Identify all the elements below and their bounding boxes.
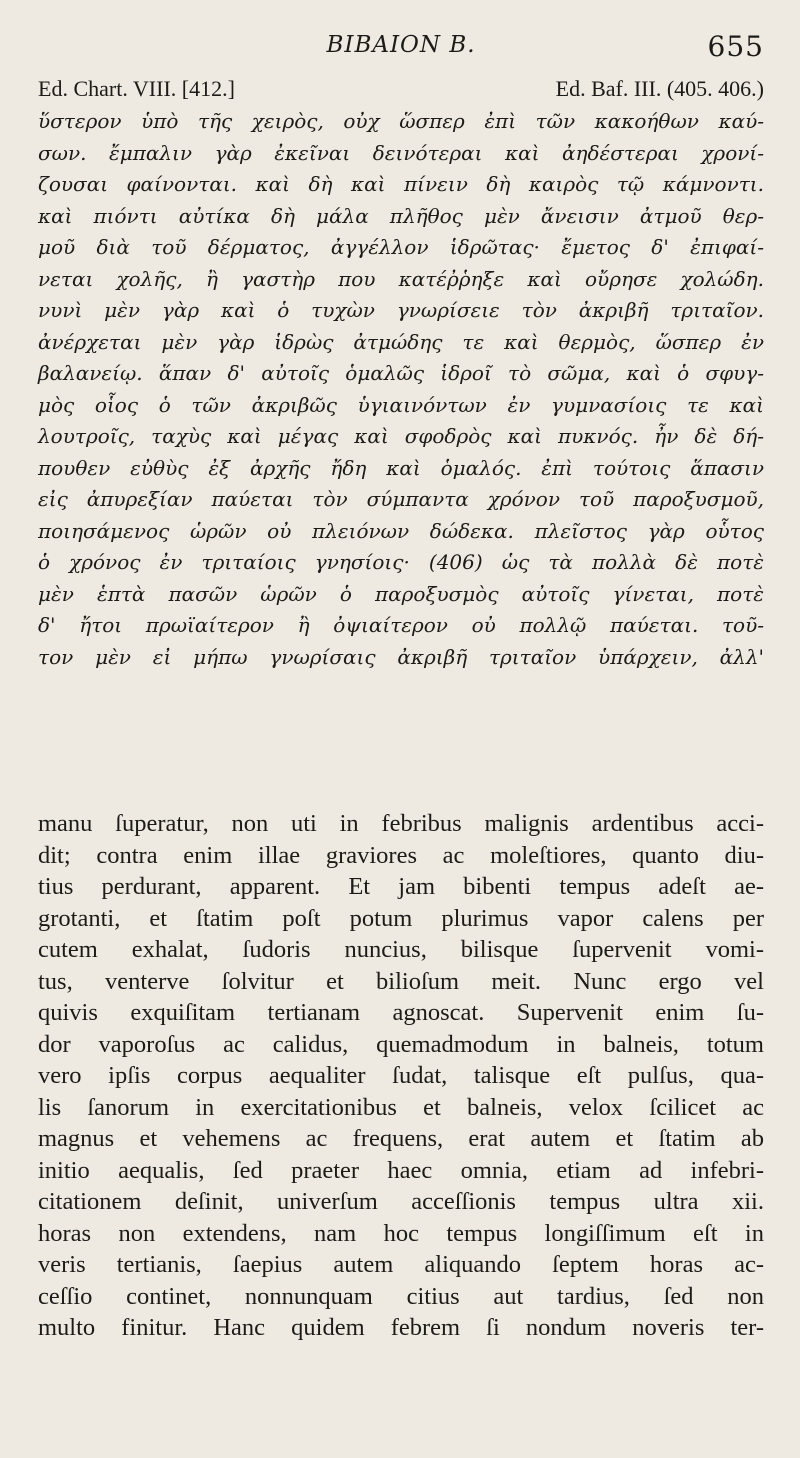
- latin-text-line: grotanti, et ſtatim poſt potum plurimus vapor calens per: [38, 904, 764, 932]
- latin-text-line: vero ipſis corpus aequaliter ſudat, talisque eſt pulſus, qua-: [38, 1062, 764, 1089]
- latin-text-line: veris tertianis, ſaepius autem aliquando ſeptem horas ac-: [38, 1251, 764, 1278]
- greek-text-line: βαλανείῳ. ἅπαν δ' αὐτοῖς ὁμαλῶς ἱδροῖ τὸ σῶμα, καὶ ὁ σφυγ-: [38, 361, 764, 385]
- edition-reference-line: [38, 76, 764, 102]
- latin-text-block: [38, 808, 764, 1344]
- latin-text-line: manu ſuperatur, non uti in febribus malignis ardentibus acci-: [38, 810, 764, 837]
- greek-text-line: μοῦ διὰ τοῦ δέρματος, ἀγγέλλον ἱδρῶτας· ἔμετος δ' ἐπιφαί-: [38, 235, 764, 259]
- greek-text-line: ποιησάμενος ὡρῶν οὐ πλειόνων δώδεκα. πλεῖστος γὰρ οὗτος: [38, 518, 764, 543]
- greek-text-line: ἀνέρχεται μὲν γὰρ ἱδρὼς ἀτμώδης τε καὶ θερμὸς, ὥσπερ ἐν: [38, 329, 764, 354]
- edition-basel-ref: Ed. Baf. III. (405. 406.): [555, 76, 764, 101]
- latin-text-line: dor vaporoſus ac calidus, quemadmodum in balneis, totum: [38, 1030, 764, 1058]
- latin-text-line: ceſſio continet, nonnunquam citius aut tardius, ſed non: [38, 1282, 764, 1310]
- greek-text-line: πουθεν εὐθὺς ἐξ ἀρχῆς ἤδη καὶ ὁμαλός. ἐπὶ τούτοις ἅπασιν: [38, 455, 764, 480]
- latin-text-line: magnus et vehemens ac frequens, erat autem et ſtatim ab: [38, 1125, 764, 1152]
- greek-text-line: νεται χολῆς, ἢ γαστὴρ που κατέῤῥηξε καὶ οὔρησε χολώδη.: [38, 266, 764, 291]
- latin-text-line: quivis exquiſitam tertianam agnoscat. Supervenit enim ſu-: [38, 999, 764, 1026]
- latin-text-line: tius perdurant, apparent. Et jam bibenti tempus adeſt ae-: [38, 873, 764, 900]
- latin-text-line: multo finitur. Hanc quidem febrem ſi nondum noveris ter-: [38, 1314, 764, 1341]
- latin-text-line: horas non extendens, nam hoc tempus longiſſimum eſt in: [38, 1219, 764, 1247]
- greek-text-line: δ' ἤτοι πρωϊαίτερον ἢ ὀψιαίτερον οὐ πολλῷ παύεται. τοῦ-: [38, 613, 764, 637]
- greek-text-line: ζουσαι φαίνονται. καὶ δὴ καὶ πίνειν δὴ καιρὸς τῷ κάμνοντι.: [38, 172, 764, 196]
- latin-text-line: dit; contra enim illae graviores ac moleſtiores, quanto diu-: [38, 841, 764, 869]
- greek-text-line: τον μὲν εἰ μήπω γνωρίσαις ἀκριβῆ τριταῖον ὑπάρχειν, ἀλλ': [38, 644, 764, 669]
- edition-chartier-ref: Ed. Chart. VIII. [412.]: [38, 76, 235, 101]
- greek-text-line: μὲν ἑπτὰ πασῶν ὡρῶν ὁ παροξυσμὸς αὐτοῖς γίνεται, ποτὲ: [38, 581, 764, 606]
- greek-text-block: [38, 106, 764, 673]
- latin-text-line: tus, venterve ſolvitur et bilioſum meit. Nunc ergo vel: [38, 967, 764, 995]
- latin-text-line: citationem deſinit, univerſum acceſſionis tempus ultra xii.: [38, 1188, 764, 1215]
- greek-text-line: νυνὶ μὲν γὰρ καὶ ὁ τυχὼν γνωρίσειε τὸν ἀκριβῆ τριταῖον.: [38, 298, 764, 322]
- greek-text-line: μὸς οἷος ὁ τῶν ἀκριβῶς ὑγιαινόντων ἐν γυμνασίοις τε καὶ: [38, 392, 764, 417]
- greek-text-line: λουτροῖς, ταχὺς καὶ μέγας καὶ σφοδρὸς καὶ πυκνός. ἦν δὲ δή-: [38, 424, 764, 448]
- running-title: BIBAION B.: [326, 32, 476, 58]
- greek-text-line: ὁ χρόνος ἐν τριταίοις γνησίοις· (406) ὡς τὰ πολλὰ δὲ ποτὲ: [38, 550, 764, 574]
- page-number: 655: [707, 30, 764, 63]
- latin-text-line: cutem exhalat, ſudoris nuncius, bilisque ſupervenit vomi-: [38, 936, 764, 963]
- page-header: [38, 30, 764, 66]
- latin-text-line: initio aequalis, ſed praeter haec omnia, etiam ad infebri-: [38, 1156, 764, 1184]
- greek-text-line: καὶ πιόντι αὐτίκα δὴ μάλα πλῆθος μὲν ἄνεισιν ἀτμοῦ θερ-: [38, 203, 764, 228]
- greek-text-line: εἰς ἀπυρεξίαν παύεται τὸν σύμπαντα χρόνον τοῦ παροξυσμοῦ,: [38, 487, 764, 511]
- greek-text-line: σων. ἔμπαλιν γὰρ ἐκεῖναι δεινότεραι καὶ ἀηδέστεραι χρονί-: [38, 140, 764, 165]
- latin-text-line: lis ſanorum in exercitationibus et balneis, velox ſcilicet ac: [38, 1093, 764, 1121]
- greek-text-line: ὕστερον ὑπὸ τῆς χειρὸς, οὐχ ὥσπερ ἐπὶ τῶν κακοήθων καύ-: [38, 109, 764, 133]
